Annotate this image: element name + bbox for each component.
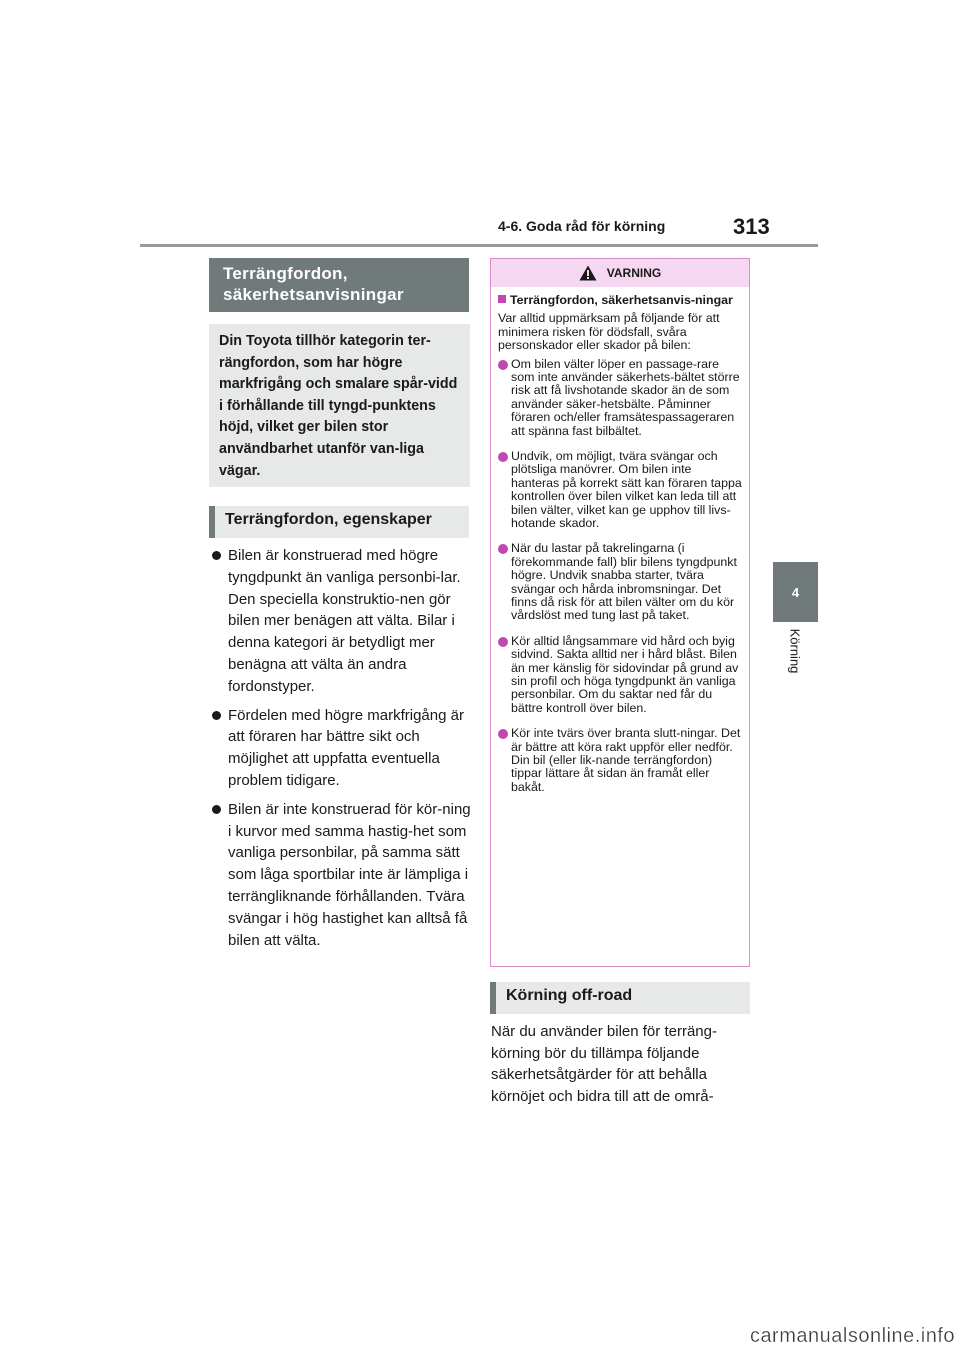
page-number: 313 <box>733 214 770 239</box>
list-item <box>210 545 472 698</box>
list-item-text: Fördelen med högre markfrigång är att föraren har bättre sikt och möjlighet att uppfatta eventuella problem tidigare. <box>228 706 464 789</box>
watermark-text: carmanualsonline.info <box>749 1325 955 1347</box>
list-item-text: Bilen är konstruerad med högre tyngdpunkt än vanliga personbi-lar. Den speciella konstruktio-nen gör bilen mer benägen att välta. Bilar i denna kategori är betydligt mer benägna att välta än andra fordonstyper. <box>228 547 461 695</box>
warning-item-text: Om bilen välter löper en passage-rare som inte använder säkerhets-bältet större risk att få livshotande skador än de som använder säker-hetsbälte. Påminner föraren och/eller framsätespassageraren att spänna fast bilbältet. <box>511 356 740 438</box>
bullet-icon <box>498 637 508 647</box>
warning-item-text: Kör alltid långsammare vid hård och byig sidvind. Sakta alltid ner i hård blåst. Bilen än mer känslig för sidovindar på grund av sin profil och höga tyngdpunkt än vanliga personbilar. Om du saktar ned får du bättre kontroll över bilen. <box>511 633 739 715</box>
bullet-icon <box>212 551 221 560</box>
warning-item <box>498 450 742 530</box>
bullet-icon <box>212 711 221 720</box>
bullet-icon <box>498 729 508 739</box>
features-list <box>210 545 472 958</box>
list-item-text: Bilen är inte konstruerad för kör-ning i kurvor med samma hastig-het som vanliga personbilar, på samma sätt som låga sportbilar inte är lämpliga i terrängliknande förhållanden. Tvära svängar i hög hastighet kan alltså få bilen att välta. <box>228 800 471 949</box>
warning-item-text: När du lastar på takrelingarna (i förekommande fall) blir bilens tyngdpunkt högre. Undvik snabba starter, tvära svängar och hårda inbromsningar. Det finns då risk för att bilen välter om du kör vårdslöst med tung last på taket. <box>511 541 737 623</box>
warning-subheading <box>498 293 742 307</box>
bullet-icon <box>498 360 508 370</box>
intro-box: Din Toyota tillhör kategorin ter-rängfordon, som har högre markfrigång och smalare spår-vidd i förhållande till tyngd-punktens höjd, vilket ger bilen stor användbarhet utanför van-liga vägar. <box>209 324 470 487</box>
bullet-icon <box>498 544 508 554</box>
warning-item <box>498 727 742 794</box>
warning-item-text: Kör inte tvärs över branta slutt-ningar. Det är bättre att köra rakt uppför eller nedför. Din bil (eller lik-nande terrängfordon) tippar lättare åt sidan än framåt eller bakåt. <box>511 726 741 794</box>
warning-box <box>490 258 750 967</box>
bullet-icon <box>212 805 221 814</box>
warning-header <box>491 259 749 287</box>
header-rule <box>140 244 818 247</box>
section-title: 4-6. Goda råd för körning <box>498 218 666 234</box>
warning-list <box>498 358 742 795</box>
list-item <box>210 705 472 792</box>
chapter-label <box>778 620 812 682</box>
warning-item <box>498 635 742 715</box>
warning-body <box>491 287 749 794</box>
warning-label: VARNING <box>606 266 662 280</box>
warning-intro: Var alltid uppmärksam på följande för att minimera risken för dödsfall, svåra personskador eller skador på bilen: <box>498 311 720 352</box>
warning-item <box>498 542 742 622</box>
list-item <box>210 799 472 952</box>
offroad-paragraph: När du använder bilen för terräng-körning bör du tillämpa följande säkerhetsåtgärder för att behålla körnöjet och bidra till att de områ- <box>491 1023 717 1106</box>
bullet-icon <box>498 452 508 462</box>
chapter-tab: 4 <box>773 562 818 622</box>
subheading-features: Terrängfordon, egenskaper <box>209 506 469 538</box>
warning-subheading-text: Terrängfordon, säkerhetsanvis-ningar <box>510 293 733 307</box>
watermark <box>555 1325 955 1353</box>
warning-item <box>498 358 742 438</box>
warning-triangle-icon <box>579 265 597 281</box>
section-heading: Terrängfordon, säkerhetsanvisningar <box>209 258 469 312</box>
subheading-offroad: Körning off-road <box>490 982 750 1014</box>
warning-item-text: Undvik, om möjligt, tvära svängar och plötsliga manövrer. Om bilen inte hanteras på korrekt sätt kan föraren tappa kontrollen över bilen vilket kan leda till att bilen välter, vilket kan ge upphov till livs-hotande skador. <box>511 448 742 530</box>
square-bullet-icon <box>498 295 506 303</box>
chapter-label-text: Körning <box>787 628 803 674</box>
